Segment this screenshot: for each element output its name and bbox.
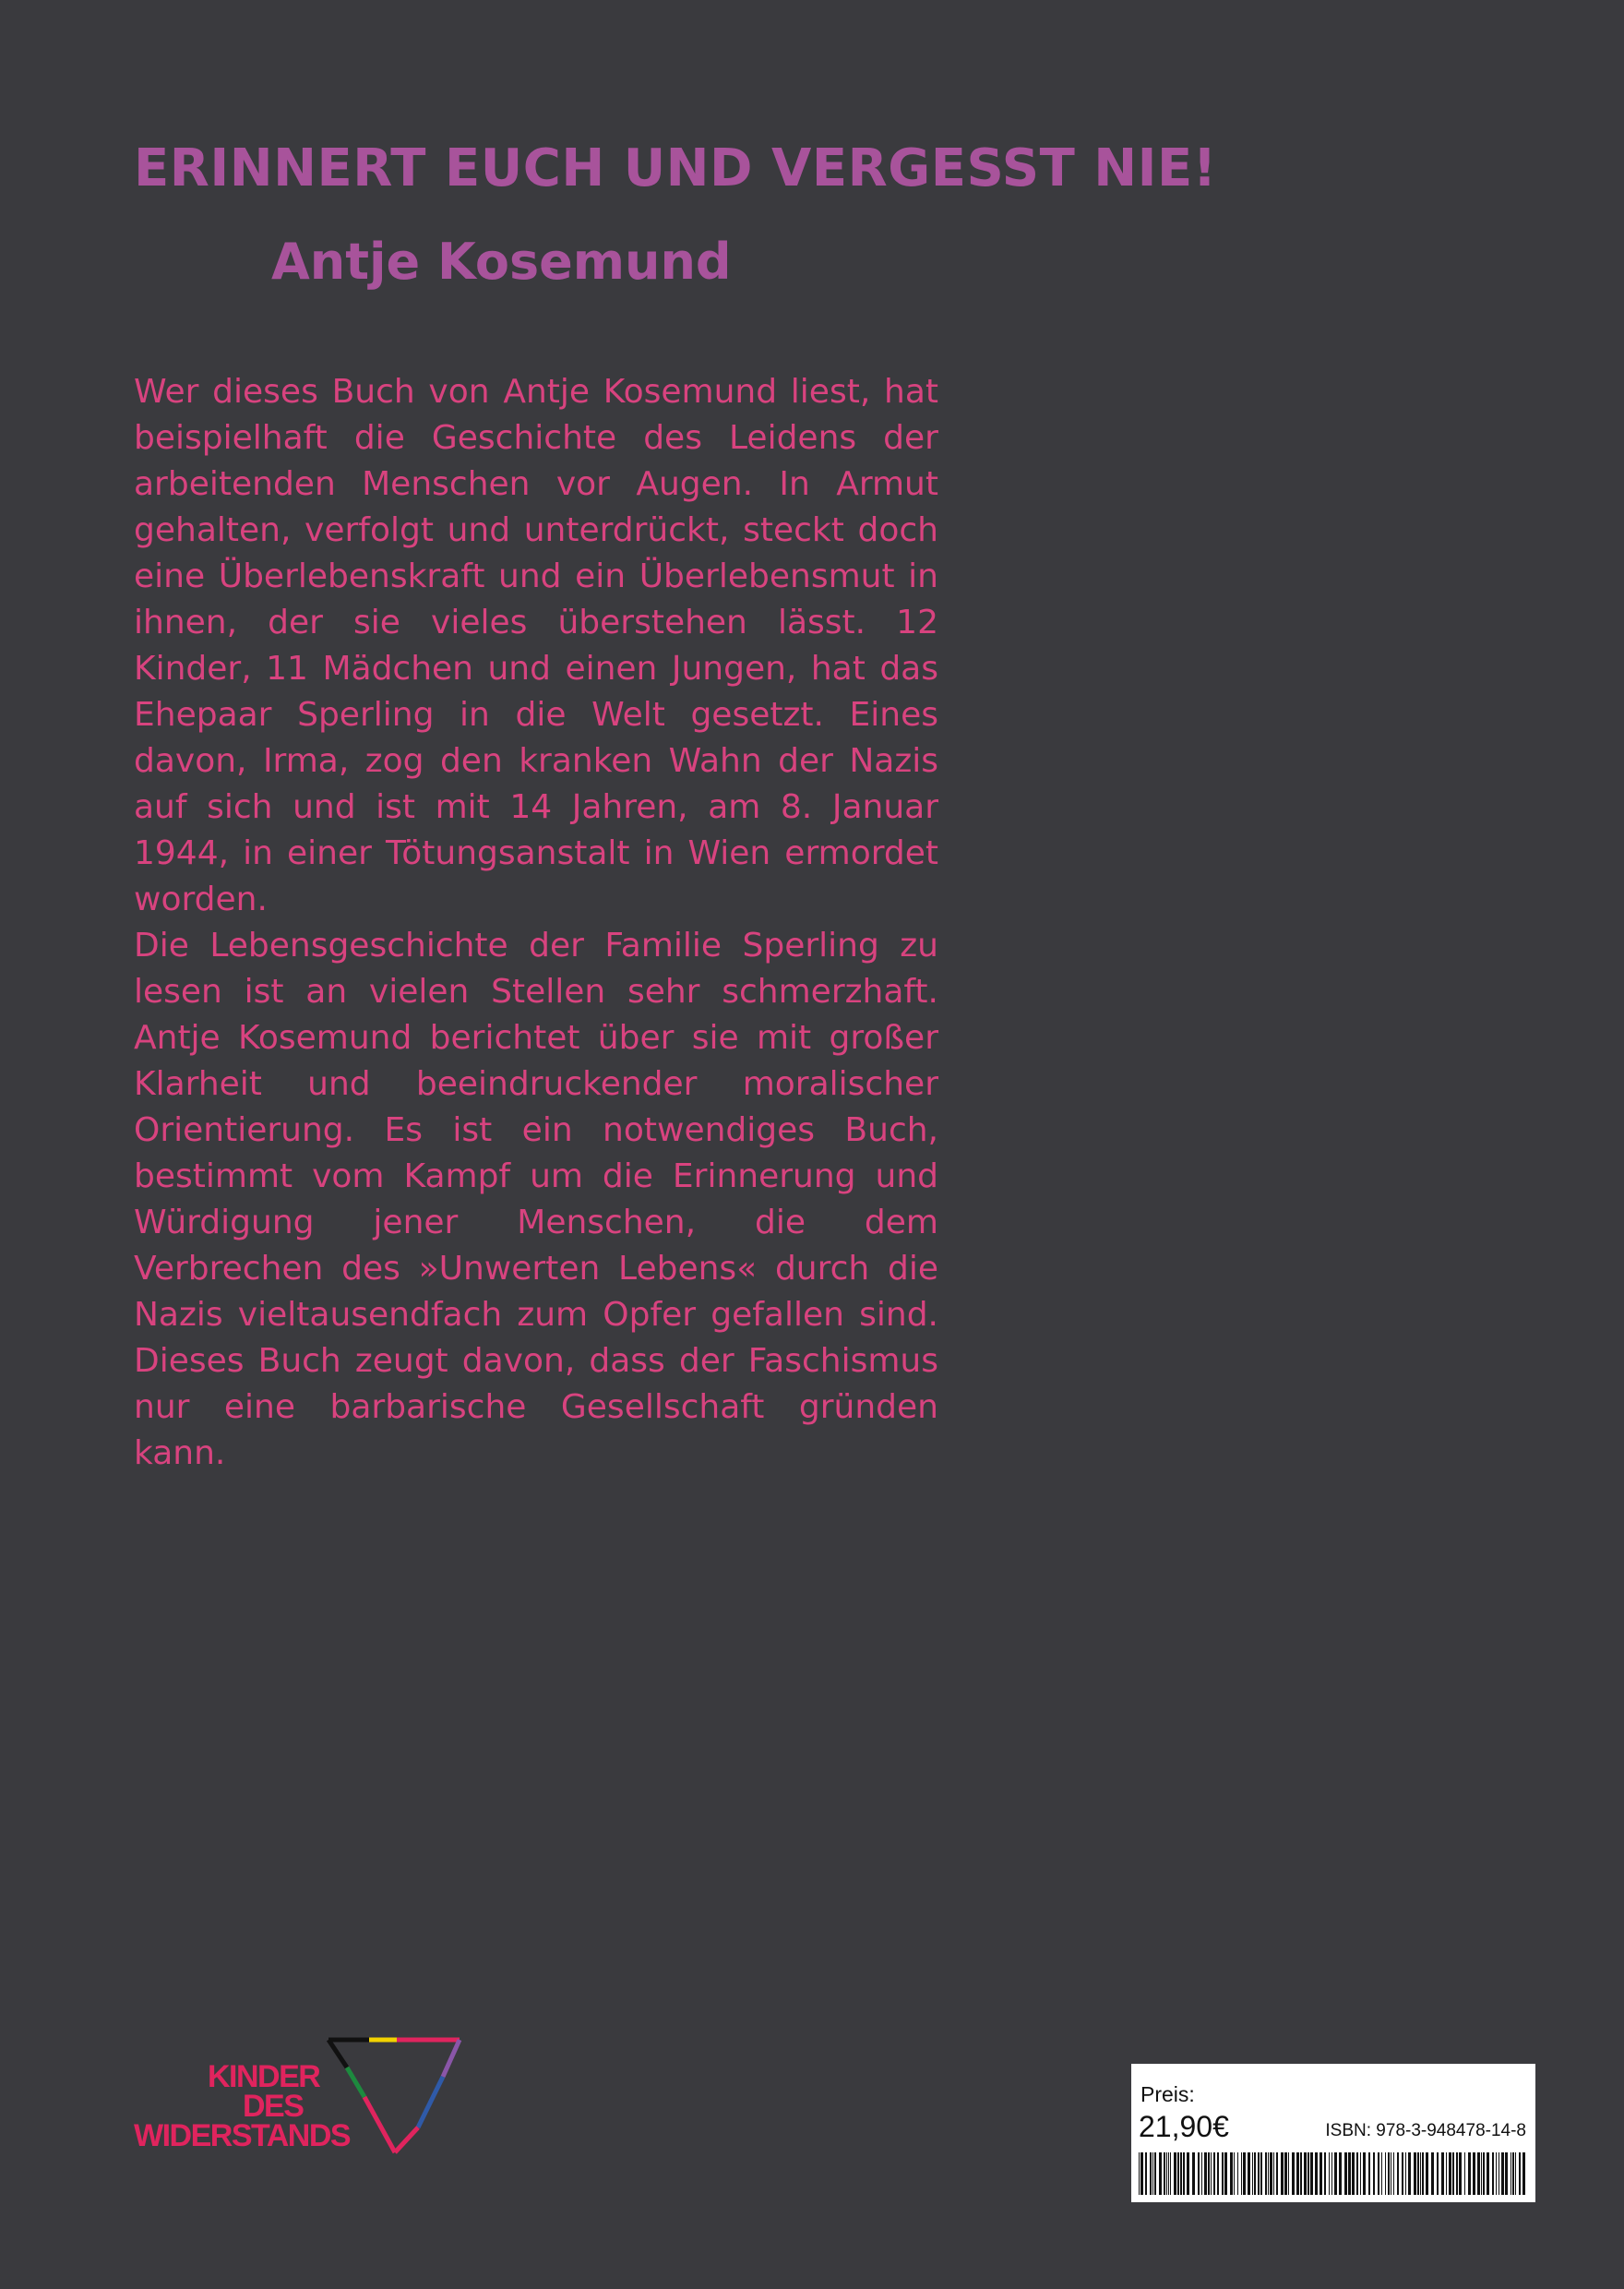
barcode-bar (1397, 2152, 1399, 2195)
logo-text-line-1: KINDER (208, 2059, 320, 2094)
barcode-bar (1159, 2152, 1162, 2195)
barcode-bar (1180, 2152, 1182, 2195)
barcode-bar (1408, 2152, 1411, 2195)
barcode-bar (1422, 2152, 1424, 2195)
barcode-bar (1334, 2152, 1337, 2195)
barcode-bar (1170, 2152, 1171, 2195)
barcode-bar (1164, 2152, 1165, 2195)
barcode-bar (1393, 2152, 1394, 2195)
barcode-bar (1505, 2152, 1508, 2195)
barcode-bar (1140, 2152, 1143, 2195)
barcode-bar (1281, 2152, 1284, 2195)
barcode-bar (1483, 2152, 1485, 2195)
barcode-bar (1145, 2152, 1147, 2195)
barcode-bar (1324, 2152, 1326, 2195)
logo-text-line-2: DES (243, 2089, 304, 2124)
barcode-bar (1183, 2152, 1185, 2195)
barcode-bar (1344, 2152, 1347, 2195)
barcode-bar (1492, 2152, 1494, 2195)
price-label: Preis: (1140, 2082, 1195, 2106)
barcode-bar (1437, 2152, 1439, 2195)
barcode-icon (1139, 2152, 1528, 2195)
barcode-bar (1208, 2152, 1210, 2195)
barcode-bar (1431, 2152, 1434, 2195)
barcode-bar (1254, 2152, 1256, 2195)
barcode-bar (1388, 2152, 1390, 2195)
barcode-bar (1519, 2152, 1521, 2195)
barcode-bar (1198, 2152, 1200, 2195)
barcode-bar (1268, 2152, 1269, 2195)
barcode-bar (1288, 2152, 1289, 2195)
barcode-bar (1378, 2152, 1379, 2195)
barcode-bar (1446, 2152, 1447, 2195)
barcode-bar (1168, 2152, 1169, 2195)
barcode-bar (1241, 2152, 1242, 2195)
barcode-bar (1352, 2152, 1355, 2195)
barcode-bar (1150, 2152, 1152, 2195)
barcode-bar (1296, 2152, 1299, 2195)
barcode-bar (1154, 2152, 1156, 2195)
barcode-bar (1459, 2152, 1462, 2195)
barcode-bar (1252, 2152, 1253, 2195)
book-title: ERINNERT EUCH UND VERGESST NIE! (134, 138, 1217, 198)
barcode-bar (1234, 2152, 1235, 2195)
barcode-bar (1260, 2152, 1262, 2195)
barcode-bar (1284, 2152, 1287, 2195)
isbn-number: ISBN: 978-3-948478-14-8 (1325, 2121, 1526, 2140)
publisher-logo (129, 2031, 471, 2160)
barcode-bar (1310, 2152, 1313, 2195)
barcode-bar (1177, 2152, 1179, 2195)
barcode-bar (1426, 2152, 1428, 2195)
barcode-bar (1373, 2152, 1375, 2195)
barcode-bar (1331, 2152, 1332, 2195)
barcode-bar (1300, 2152, 1302, 2195)
barcode-bar (1204, 2152, 1207, 2195)
barcode-bar (1139, 2152, 1140, 2195)
blurb-paragraph-1: Wer dieses Buch von Antje Kosemund liest, hat beispielhaft die Geschichte des Leidens der arbeitenden Menschen vor Augen. In Armut gehalten, verfolgt und unterdrückt, steckt doch eine Überlebenskraft und ein Überlebensmut in ihnen, der sie vieles überstehen lässt. 12 Kinder, 11 Mädchen und einen Jungen, hat das Ehepaar Sperling in die Welt gesetzt. Eines davon, Irma, zog den kranken Wahn der Nazis auf sich und ist mit 14 Jahren, am 8. Januar 1944, in einer Tötungsanstalt in Wien ermordet worden. (134, 373, 938, 918)
barcode-bar (1468, 2152, 1471, 2195)
barcode-bar (1414, 2152, 1416, 2195)
barcode-bar (1273, 2152, 1274, 2195)
barcode-bar (1348, 2152, 1351, 2195)
barcode-bar (1449, 2152, 1451, 2195)
barcode-bar (1405, 2152, 1406, 2195)
barcode-bar (1174, 2152, 1176, 2195)
barcode-bar (1417, 2152, 1419, 2195)
logo-text-line-3: WIDERSTANDS (134, 2118, 351, 2153)
barcode-bar (1464, 2152, 1465, 2195)
author-name: Antje Kosemund (271, 233, 732, 291)
barcode-bar (1243, 2152, 1246, 2195)
barcode-bar (1265, 2152, 1267, 2195)
barcode-bar (1501, 2152, 1504, 2195)
barcode-bar (1320, 2152, 1322, 2195)
barcode-bar (1481, 2152, 1482, 2195)
barcode-bar (1420, 2152, 1421, 2195)
barcode-bar (1276, 2152, 1278, 2195)
barcode-bar (1381, 2152, 1382, 2195)
barcode-bar (1187, 2152, 1189, 2195)
barcode-bar (1522, 2152, 1525, 2195)
barcode-bar (1192, 2152, 1195, 2195)
price-box (1131, 2064, 1535, 2202)
barcode-bar (1441, 2152, 1444, 2195)
barcode-bar (1222, 2152, 1224, 2195)
barcode-bar (1315, 2152, 1318, 2195)
barcode-bar (1292, 2152, 1295, 2195)
barcode-bar (1237, 2152, 1238, 2195)
barcode-bar (1258, 2152, 1260, 2195)
barcode-bar (1213, 2152, 1215, 2195)
barcode-bar (1152, 2152, 1153, 2195)
barcode-bar (1402, 2152, 1403, 2195)
barcode-bar (1230, 2152, 1233, 2195)
barcode-bar (1496, 2152, 1497, 2195)
barcode-bar (1308, 2152, 1309, 2195)
barcode-bar (1515, 2152, 1516, 2195)
barcode-bar (1217, 2152, 1219, 2195)
barcode-bar (1456, 2152, 1458, 2195)
barcode-bar (1166, 2152, 1167, 2195)
barcode-bar (1363, 2152, 1366, 2195)
barcode-bar (1329, 2152, 1330, 2195)
barcode-bar (1452, 2152, 1454, 2195)
barcode-bar (1304, 2152, 1307, 2195)
price-value: 21,90€ (1139, 2110, 1229, 2143)
barcode-bar (1356, 2152, 1358, 2195)
barcode-bar (1385, 2152, 1386, 2195)
barcode-bar (1360, 2152, 1361, 2195)
barcode-bar (1473, 2152, 1475, 2195)
blurb-paragraph-2: Die Lebensgeschichte der Familie Sperling zu lesen ist an vielen Stellen sehr schmerzhaft. Antje Kosemund berichtet über sie mit großer Klarheit und beeindruckender moralischer Orientierung. Es ist ein notwendiges Buch, bestimmt vom Kampf um die Erinnerung und Würdigung jener Menschen, die dem Verbrechen des »Unwerten Lebens« durch die Nazis vieltausendfach zum Opfer gefallen sind. Dieses Buch zeugt davon, dass der Faschismus nur eine barbarische Gesellschaft gründen kann. (134, 927, 938, 1472)
barcode-bar (1512, 2152, 1514, 2195)
barcode-bar (1248, 2152, 1250, 2195)
barcode-bar (1339, 2152, 1342, 2195)
barcode-bar (1224, 2152, 1227, 2195)
barcode-bar (1211, 2152, 1212, 2195)
barcode-bar (1201, 2152, 1202, 2195)
barcode-bar (1368, 2152, 1370, 2195)
barcode-bar (1477, 2152, 1480, 2195)
barcode-bar (1270, 2152, 1272, 2195)
barcode-bar (1487, 2152, 1489, 2195)
